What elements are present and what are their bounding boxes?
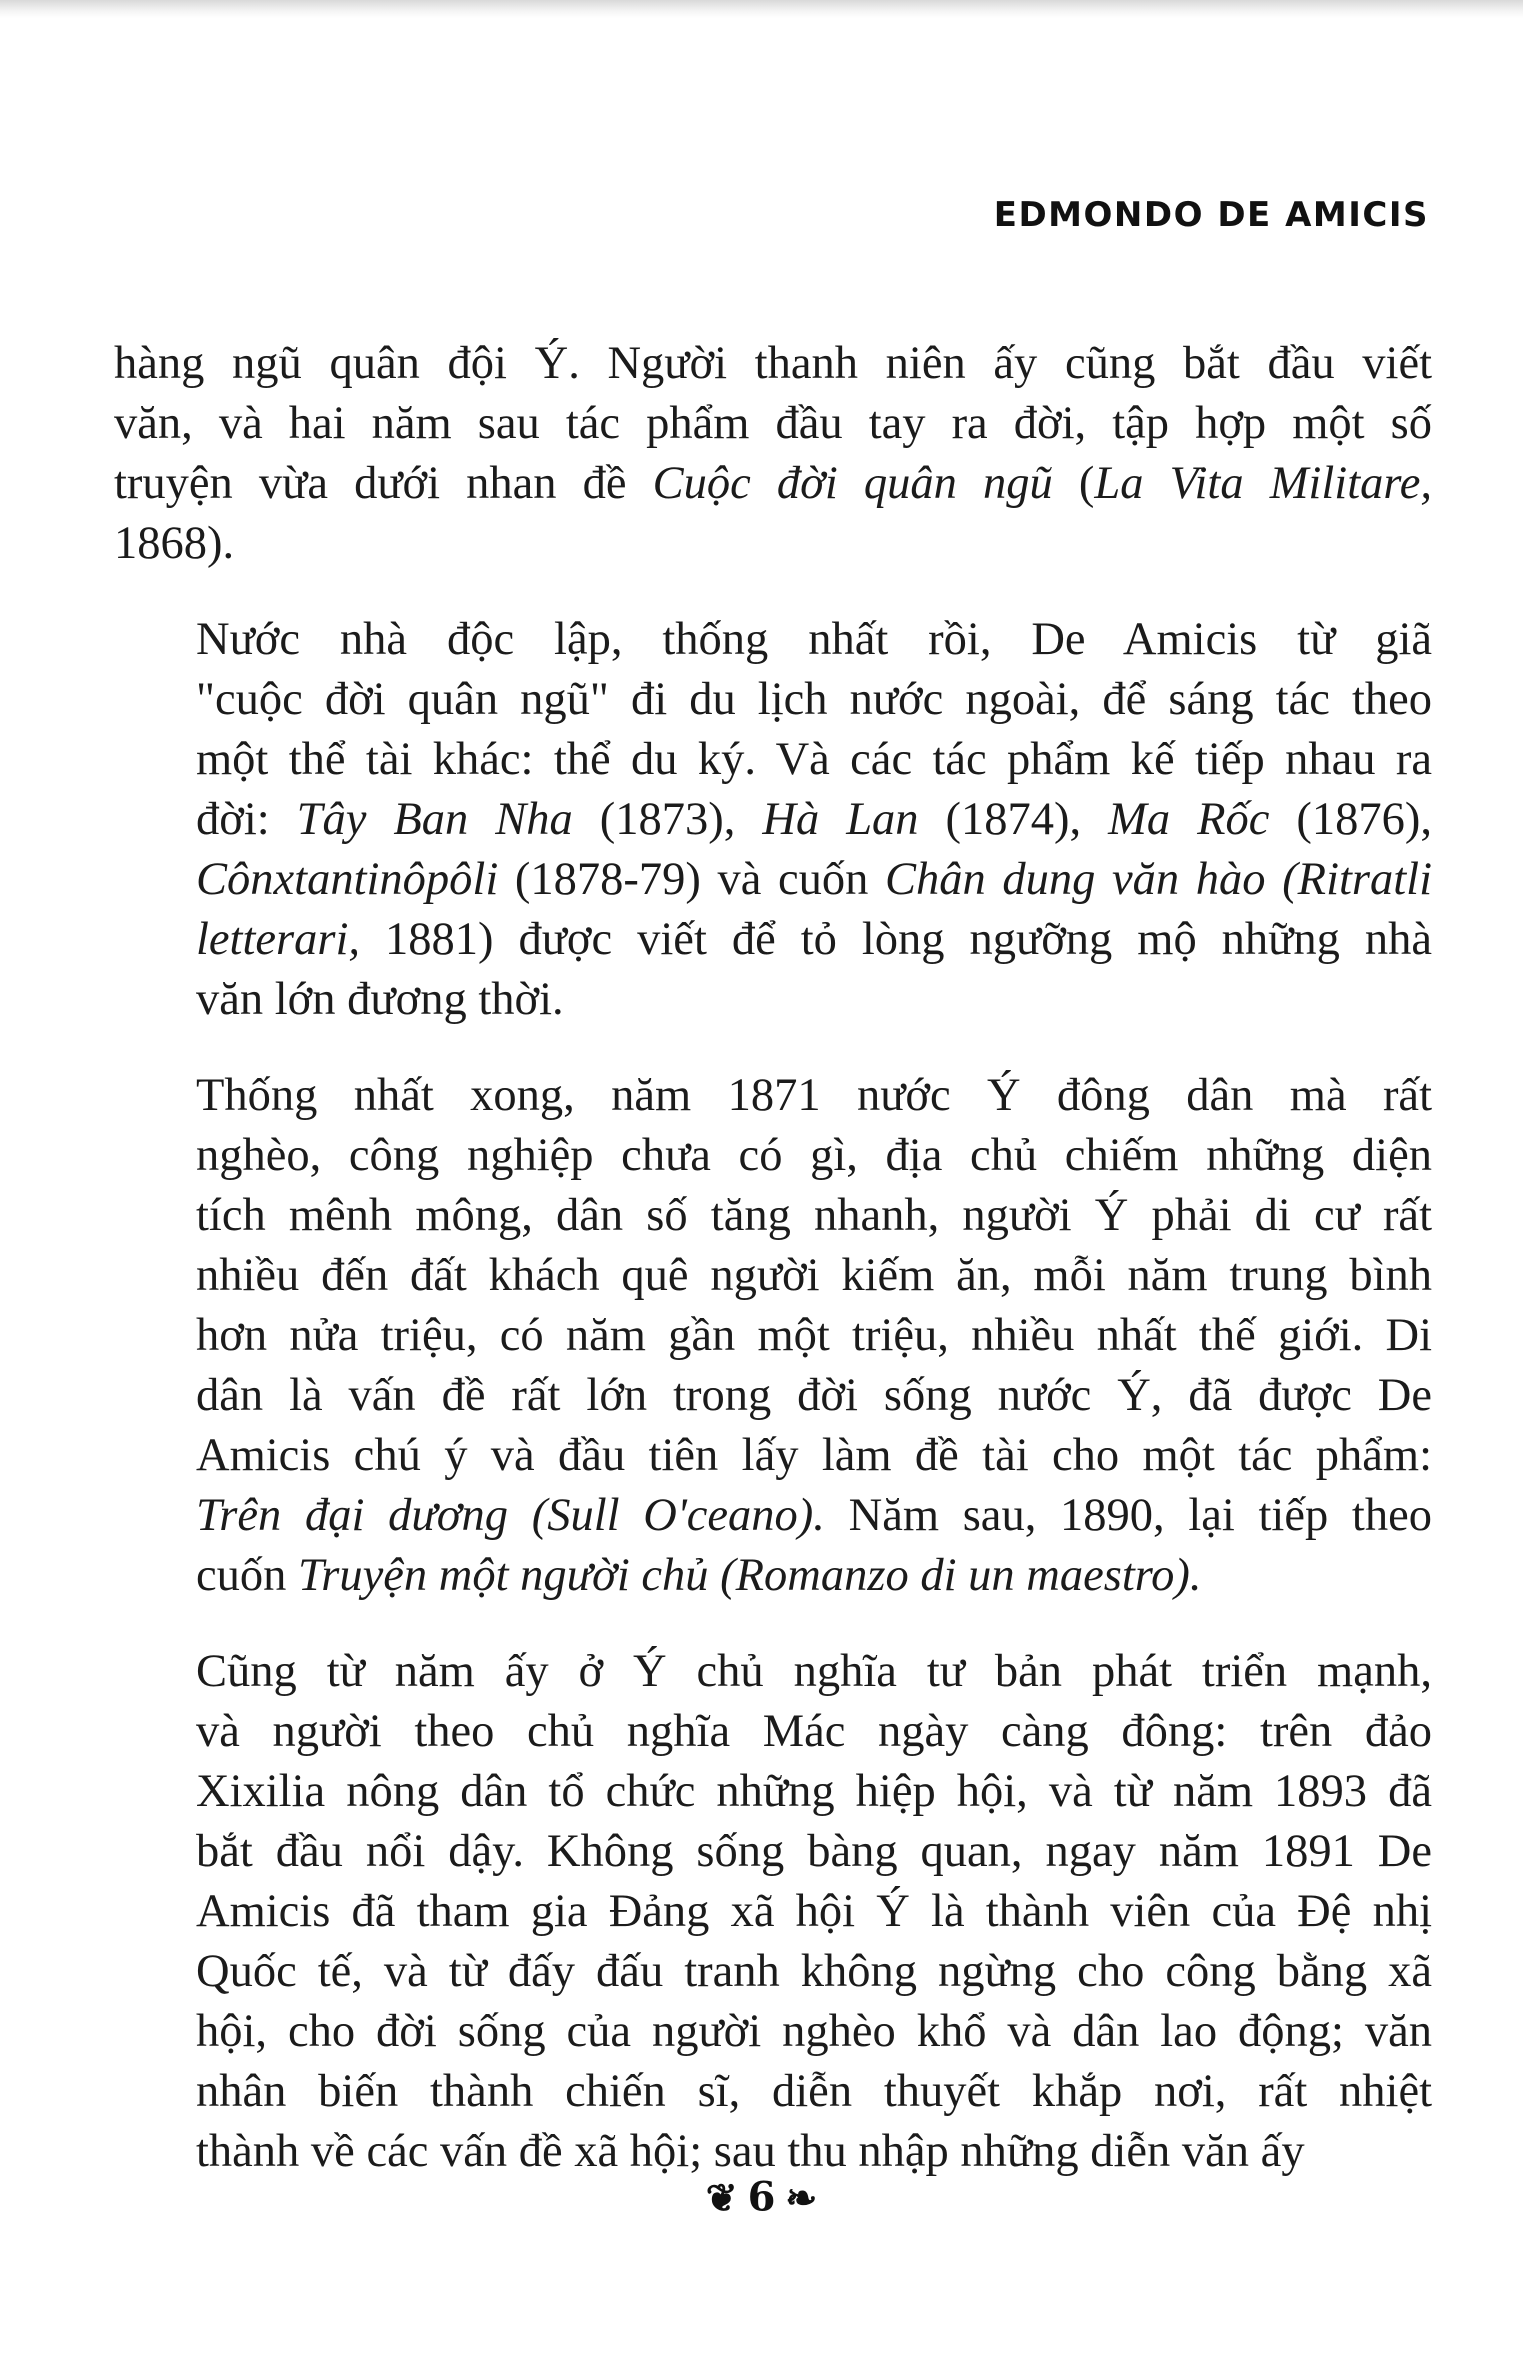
text-line: Nước nhà độc lập, thống nhất rồi, De Amicis từ giã [196,614,1432,665]
text-line: thành về các vấn đề xã hội; sau thu nhập những diễn văn ấy [196,2126,1305,2177]
text-line: letterari, 1881) được viết để tỏ lòng ngưỡng mộ những nhà [196,914,1432,965]
italic-title: Cônxtantinôpôli [196,854,499,905]
text-line: Thống nhất xong, năm 1871 nước Ý đông dân mà rất [196,1070,1432,1121]
scan-edge [0,0,1523,18]
text-line: một thể tài khác: thể du ký. Và các tác phẩm kế tiếp nhau ra [196,734,1432,785]
text-line: văn lớn đương thời. [196,974,564,1025]
text-line: nhiều đến đất khách quê người kiếm ăn, mỗi năm trung bình [196,1250,1432,1301]
paragraph-3 [114,1066,1432,1606]
text-line: tích mênh mông, dân số tăng nhanh, người Ý phải di cư rất [196,1190,1432,1241]
text-line: hàng ngũ quân đội Ý. Người thanh niên ấy cũng bắt đầu viết [114,338,1432,389]
text-line: bắt đầu nổi dậy. Không sống bàng quan, ngay năm 1891 De [196,1826,1432,1877]
text-line: Xixilia nông dân tổ chức những hiệp hội, và từ năm 1893 đã [196,1766,1432,1817]
text-line: văn, và hai năm sau tác phẩm đầu tay ra đời, tập hợp một số [114,398,1432,449]
italic-title: Truyện một người chủ [298,1550,709,1601]
running-head: EDMONDO DE AMICIS [993,195,1429,235]
text-line: hơn nửa triệu, có năm gần một triệu, nhiều nhất thế giới. Di [196,1310,1432,1361]
paragraph-2 [114,610,1432,1030]
text-line: cuốn Truyện một người chủ (Romanzo di un maestro). [196,1550,1202,1601]
text-line: đời: Tây Ban Nha (1873), Hà Lan (1874), Ma Rốc (1876), [196,794,1432,845]
italic-title: Ma Rốc [1108,794,1270,845]
text-line: và người theo chủ nghĩa Mác ngày càng đông: trên đảo [196,1706,1432,1757]
body-text [114,334,1432,2218]
paragraph-1 [114,334,1432,574]
text-line: Quốc tế, và từ đấy đấu tranh không ngừng cho công bằng xã [196,1946,1432,1997]
text-line: Cônxtantinôpôli (1878-79) và cuốn Chân dung văn hào (Ritratli [196,854,1432,905]
text-line: dân là vấn đề rất lớn trong đời sống nước Ý, đã được De [196,1370,1432,1421]
italic-title: La Vita Militare, [1094,458,1432,509]
italic-title: Hà Lan [762,794,919,845]
page-footer [0,2170,1523,2221]
italic-title: Trên đại dương [196,1490,509,1541]
italic-title: Chân dung văn hào [885,854,1266,905]
text-line: hội, cho đời sống của người nghèo khổ và dân lao động; văn [196,2006,1432,2057]
italic-title: Tây Ban Nha [296,794,573,845]
text-line: nhân biến thành chiến sĩ, diễn thuyết khắp nơi, rất nhiệt [196,2066,1432,2117]
italic-title: (Sull O'ceano). [531,1490,825,1541]
text-line: Cũng từ năm ấy ở Ý chủ nghĩa tư bản phát triển mạnh, [196,1646,1432,1697]
text-line: Trên đại dương (Sull O'ceano). Năm sau, 1890, lại tiếp theo [196,1490,1432,1541]
italic-title: Cuộc đời quân ngũ [652,458,1053,509]
text-line: Amicis chú ý và đầu tiên lấy làm đề tài cho một tác phẩm: [196,1430,1432,1481]
flourish-right-icon: ❧ [785,2174,818,2220]
italic-title: (Ritratli [1282,854,1432,905]
text-line: nghèo, công nghiệp chưa có gì, địa chủ chiếm những diện [196,1130,1432,1181]
italic-title: (Romanzo di un maestro). [720,1550,1202,1601]
text-line: 1868). [114,518,235,569]
italic-title: letterari, [196,914,361,965]
paragraph-4 [114,1642,1432,2182]
flourish-left-icon: ❦ [705,2174,738,2220]
text-line: Amicis đã tham gia Đảng xã hội Ý là thành viên của Đệ nhị [196,1886,1432,1937]
text-line: "cuộc đời quân ngũ" đi du lịch nước ngoài, để sáng tác theo [196,674,1432,725]
page-number: 6 [747,2173,776,2221]
text-line: truyện vừa dưới nhan đề Cuộc đời quân ngũ (La Vita Militare, [114,458,1432,509]
